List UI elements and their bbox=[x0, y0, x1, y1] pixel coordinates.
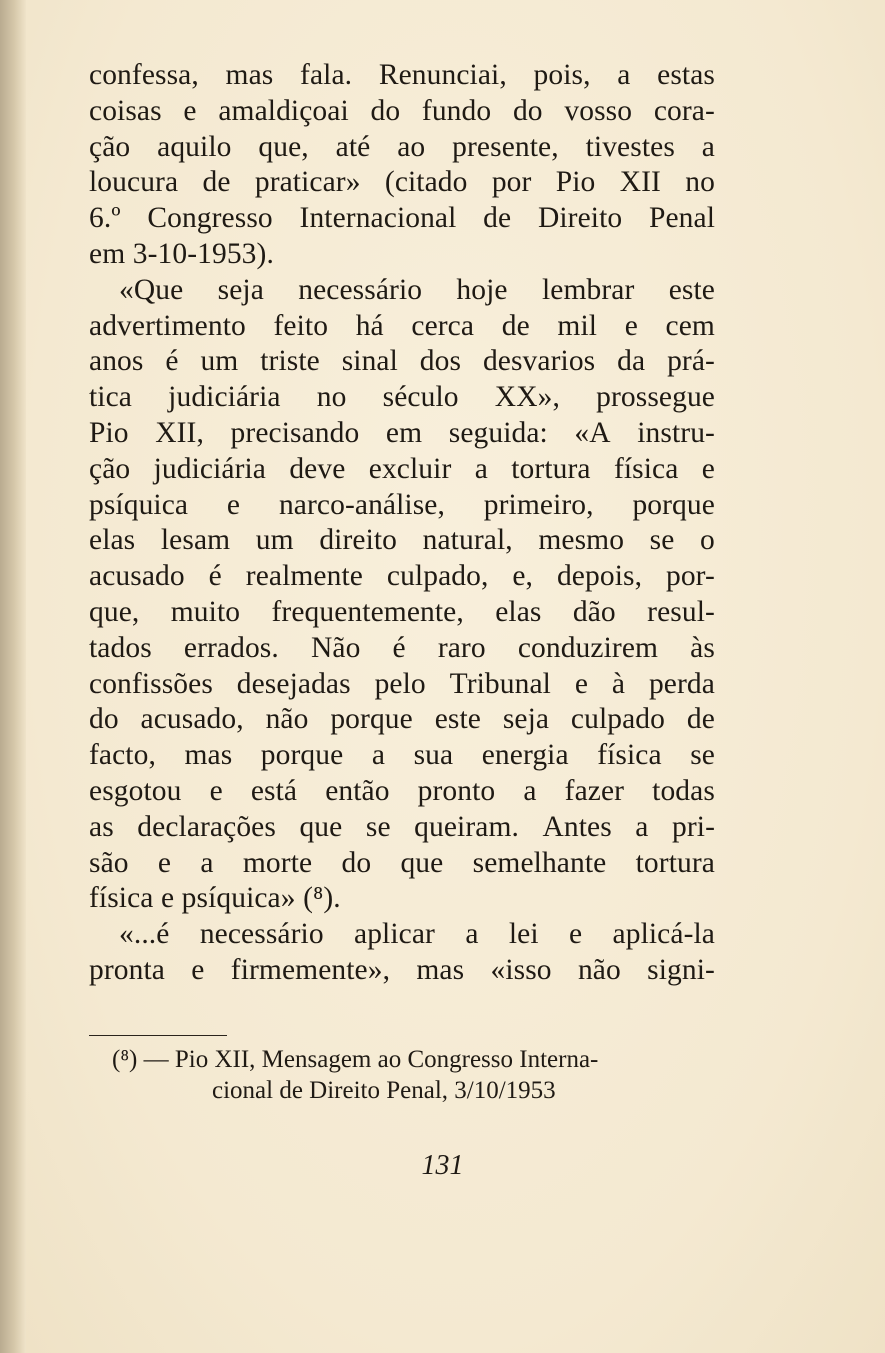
word: por bbox=[491, 166, 532, 199]
word: acusado, bbox=[140, 703, 244, 736]
word: de bbox=[501, 309, 530, 342]
word: do bbox=[341, 846, 372, 879]
word: Antes bbox=[542, 810, 612, 843]
word: dos bbox=[419, 345, 462, 378]
word: pri- bbox=[672, 810, 715, 843]
word: todas bbox=[652, 774, 715, 807]
word: deve bbox=[289, 452, 346, 485]
word: seja bbox=[217, 273, 264, 306]
word: que, bbox=[89, 595, 140, 628]
text-line bbox=[89, 631, 715, 667]
word: triste bbox=[260, 345, 320, 378]
text-line bbox=[89, 523, 715, 559]
word: XX», bbox=[494, 381, 560, 414]
word: fundo bbox=[421, 94, 492, 127]
word: feito bbox=[273, 309, 329, 342]
word: mas bbox=[225, 59, 274, 91]
page-number: 131 bbox=[421, 1150, 464, 1181]
word: pelo bbox=[374, 667, 426, 700]
text-line bbox=[89, 595, 715, 631]
word: signi- bbox=[647, 953, 715, 986]
word: a bbox=[617, 59, 631, 91]
word: Renunciai, bbox=[378, 59, 507, 91]
word: ção bbox=[89, 130, 131, 163]
word: XII bbox=[619, 166, 661, 199]
word: e bbox=[191, 953, 205, 986]
word: à bbox=[611, 667, 626, 700]
word: (citado bbox=[384, 166, 468, 199]
word: aplicá-la bbox=[612, 918, 715, 951]
word: loucura bbox=[89, 166, 179, 199]
word: desejadas bbox=[236, 667, 351, 700]
word: (⁸). bbox=[303, 882, 341, 915]
word: «...é bbox=[119, 918, 170, 951]
word: pronto bbox=[417, 774, 496, 807]
text-line bbox=[89, 237, 715, 273]
word: de bbox=[686, 703, 715, 736]
word: pronta bbox=[89, 953, 165, 986]
word: porque bbox=[330, 703, 413, 736]
word: no bbox=[316, 381, 347, 414]
word: no bbox=[685, 166, 715, 199]
word: aquilo bbox=[157, 130, 232, 163]
word: Penal bbox=[648, 202, 715, 235]
word: elas bbox=[89, 524, 136, 557]
word: Tribunal bbox=[449, 667, 551, 700]
word: ção bbox=[89, 452, 131, 485]
word: e, bbox=[512, 560, 534, 593]
word: porque bbox=[632, 488, 715, 521]
text-line bbox=[89, 130, 715, 166]
word: resul- bbox=[647, 595, 715, 628]
text-line bbox=[89, 881, 715, 917]
word: lesam bbox=[160, 524, 231, 557]
word: de bbox=[202, 166, 231, 199]
word: frequentemente, bbox=[271, 595, 464, 628]
word: Internacional bbox=[299, 202, 457, 235]
word: psíquica bbox=[89, 488, 189, 521]
word: a bbox=[701, 130, 715, 163]
word: coisas bbox=[89, 94, 162, 127]
word: Congresso bbox=[147, 202, 273, 235]
text-line bbox=[89, 810, 715, 846]
word: conduzirem bbox=[517, 631, 659, 664]
word: então bbox=[325, 774, 390, 807]
word: praticar» bbox=[254, 166, 361, 199]
word: ao bbox=[397, 130, 426, 163]
word: e bbox=[226, 488, 241, 521]
word: perda bbox=[648, 667, 715, 700]
word: lembrar bbox=[541, 273, 635, 306]
text-line bbox=[89, 738, 715, 774]
word: confissões bbox=[89, 667, 213, 700]
word: Pio bbox=[555, 166, 596, 199]
word: errados. bbox=[183, 631, 279, 664]
word: tados bbox=[89, 631, 152, 664]
word: presente, bbox=[452, 130, 559, 163]
word: hoje bbox=[456, 273, 508, 306]
word: «A bbox=[574, 416, 611, 449]
word: a bbox=[474, 452, 488, 485]
word: física bbox=[89, 882, 161, 915]
word: direito bbox=[319, 524, 398, 557]
word: culpado bbox=[570, 703, 666, 736]
word: energia bbox=[481, 739, 569, 772]
word: que bbox=[400, 846, 444, 879]
word: cora- bbox=[653, 94, 715, 127]
word: e bbox=[569, 918, 583, 951]
word: a bbox=[200, 846, 214, 879]
word: «Que bbox=[119, 273, 184, 306]
word: Pio bbox=[89, 416, 129, 449]
word: confessa, bbox=[89, 59, 199, 91]
text-line bbox=[89, 309, 715, 345]
word: física bbox=[613, 452, 679, 485]
word: precisando bbox=[230, 416, 360, 449]
footnote bbox=[112, 1044, 714, 1106]
word: não bbox=[577, 953, 621, 986]
word: do bbox=[370, 94, 401, 127]
word: e bbox=[574, 667, 589, 700]
word: a bbox=[635, 810, 649, 843]
word: um bbox=[200, 345, 239, 378]
word: física bbox=[597, 739, 662, 772]
word: excluir bbox=[368, 452, 452, 485]
word: se bbox=[649, 524, 675, 557]
word: cem bbox=[665, 309, 715, 342]
word: esgotou bbox=[89, 774, 182, 807]
word: amaldiçoai bbox=[218, 94, 349, 127]
word: raro bbox=[437, 631, 486, 664]
word: em bbox=[89, 237, 133, 270]
word: é bbox=[208, 560, 222, 593]
word: 3-10-1953). bbox=[132, 237, 274, 270]
word: século bbox=[382, 381, 459, 414]
word: desvarios bbox=[482, 345, 596, 378]
word: morte bbox=[242, 846, 313, 879]
word: que, bbox=[258, 130, 309, 163]
footnote-line: (⁸) — Pio XII, Mensagem ao Congresso Interna- bbox=[112, 1046, 599, 1073]
word: lei bbox=[508, 918, 539, 951]
word: de bbox=[483, 202, 512, 235]
word: dão bbox=[572, 595, 616, 628]
word: firmemente», bbox=[230, 953, 391, 986]
word: declarações bbox=[137, 810, 276, 843]
word: tortura bbox=[635, 846, 715, 879]
text-line bbox=[89, 917, 715, 953]
word: XII, bbox=[155, 416, 204, 449]
word: cerca bbox=[411, 309, 475, 342]
text-line bbox=[89, 559, 715, 595]
word: o bbox=[700, 524, 715, 557]
text-line bbox=[89, 58, 715, 94]
word: fazer bbox=[564, 774, 625, 807]
word: muito bbox=[170, 595, 241, 628]
word: queiram. bbox=[414, 810, 519, 843]
text-line bbox=[89, 452, 715, 488]
word: é bbox=[165, 345, 179, 378]
word: anos bbox=[89, 345, 144, 378]
word: depois, bbox=[556, 560, 643, 593]
word: estas bbox=[657, 59, 715, 91]
word: do bbox=[512, 94, 543, 127]
word: sua bbox=[413, 739, 454, 772]
word: mas bbox=[184, 739, 233, 772]
word: seja bbox=[502, 703, 550, 736]
word: é bbox=[392, 631, 406, 664]
word: «isso bbox=[490, 953, 552, 986]
word: e bbox=[183, 94, 197, 127]
word: narco-análise, bbox=[278, 488, 445, 521]
word: primeiro, bbox=[483, 488, 594, 521]
word: psíquica» bbox=[181, 882, 304, 915]
word: judiciária bbox=[153, 452, 266, 485]
word: necessário bbox=[298, 273, 423, 306]
word: mas bbox=[416, 953, 465, 986]
word: se bbox=[365, 810, 391, 843]
word: instru- bbox=[637, 416, 715, 449]
word: não bbox=[265, 703, 309, 736]
text-line bbox=[89, 846, 715, 882]
word: elas bbox=[495, 595, 542, 628]
text-line bbox=[89, 488, 715, 524]
word: prá- bbox=[667, 345, 715, 378]
text-line bbox=[89, 344, 715, 380]
word: são bbox=[89, 846, 129, 879]
text-line bbox=[89, 953, 715, 989]
word: fala. bbox=[300, 59, 353, 91]
word: e bbox=[157, 846, 172, 879]
text-line bbox=[89, 774, 715, 810]
word: as bbox=[89, 810, 114, 843]
word: às bbox=[690, 631, 715, 664]
word: e bbox=[624, 309, 638, 342]
word: seguida: bbox=[448, 416, 548, 449]
word: um bbox=[255, 524, 294, 557]
word: realmente bbox=[245, 560, 363, 593]
text-line bbox=[89, 94, 715, 130]
word: há bbox=[355, 309, 384, 342]
word: a bbox=[465, 918, 479, 951]
word: necessário bbox=[199, 918, 324, 951]
word: do bbox=[89, 703, 119, 736]
word: mesmo bbox=[538, 524, 625, 557]
text-line bbox=[89, 380, 715, 416]
word: tivestes bbox=[585, 130, 675, 163]
word: até bbox=[335, 130, 371, 163]
word: semelhante bbox=[472, 846, 607, 879]
word: que bbox=[299, 810, 343, 843]
footnote-line: cional de Direito Penal, 3/10/1953 bbox=[212, 1077, 556, 1104]
word: judiciária bbox=[168, 381, 281, 414]
word: este bbox=[668, 273, 715, 306]
text-line bbox=[89, 165, 715, 201]
text-line bbox=[89, 416, 715, 452]
word: e bbox=[160, 882, 182, 915]
word: 6.º bbox=[89, 202, 121, 235]
text-line bbox=[89, 667, 715, 703]
word: este bbox=[434, 703, 481, 736]
word: da bbox=[617, 345, 646, 378]
word: e bbox=[701, 452, 715, 485]
word: culpado, bbox=[386, 560, 489, 593]
word: mil bbox=[557, 309, 598, 342]
word: acusado bbox=[89, 560, 185, 593]
word: em bbox=[385, 416, 423, 449]
word: vosso bbox=[564, 94, 633, 127]
footnote-divider bbox=[89, 1035, 227, 1036]
word: pois, bbox=[533, 59, 591, 91]
text-line bbox=[89, 702, 715, 738]
word: tortura bbox=[511, 452, 591, 485]
word: se bbox=[690, 739, 715, 772]
word: advertimento bbox=[89, 309, 246, 342]
word: facto, bbox=[89, 739, 156, 772]
text-line bbox=[89, 273, 715, 309]
word: prossegue bbox=[596, 381, 715, 414]
word: Não bbox=[310, 631, 361, 664]
word: Direito bbox=[537, 202, 623, 235]
word: e bbox=[209, 774, 223, 807]
body-text bbox=[89, 58, 715, 989]
text-line bbox=[89, 201, 715, 237]
word: a bbox=[523, 774, 537, 807]
word: tica bbox=[89, 381, 132, 414]
word: a bbox=[371, 739, 386, 772]
word: natural, bbox=[422, 524, 513, 557]
word: porque bbox=[260, 739, 344, 772]
word: sinal bbox=[341, 345, 398, 378]
word: está bbox=[250, 774, 298, 807]
word: aplicar bbox=[354, 918, 435, 951]
word: por- bbox=[665, 560, 715, 593]
